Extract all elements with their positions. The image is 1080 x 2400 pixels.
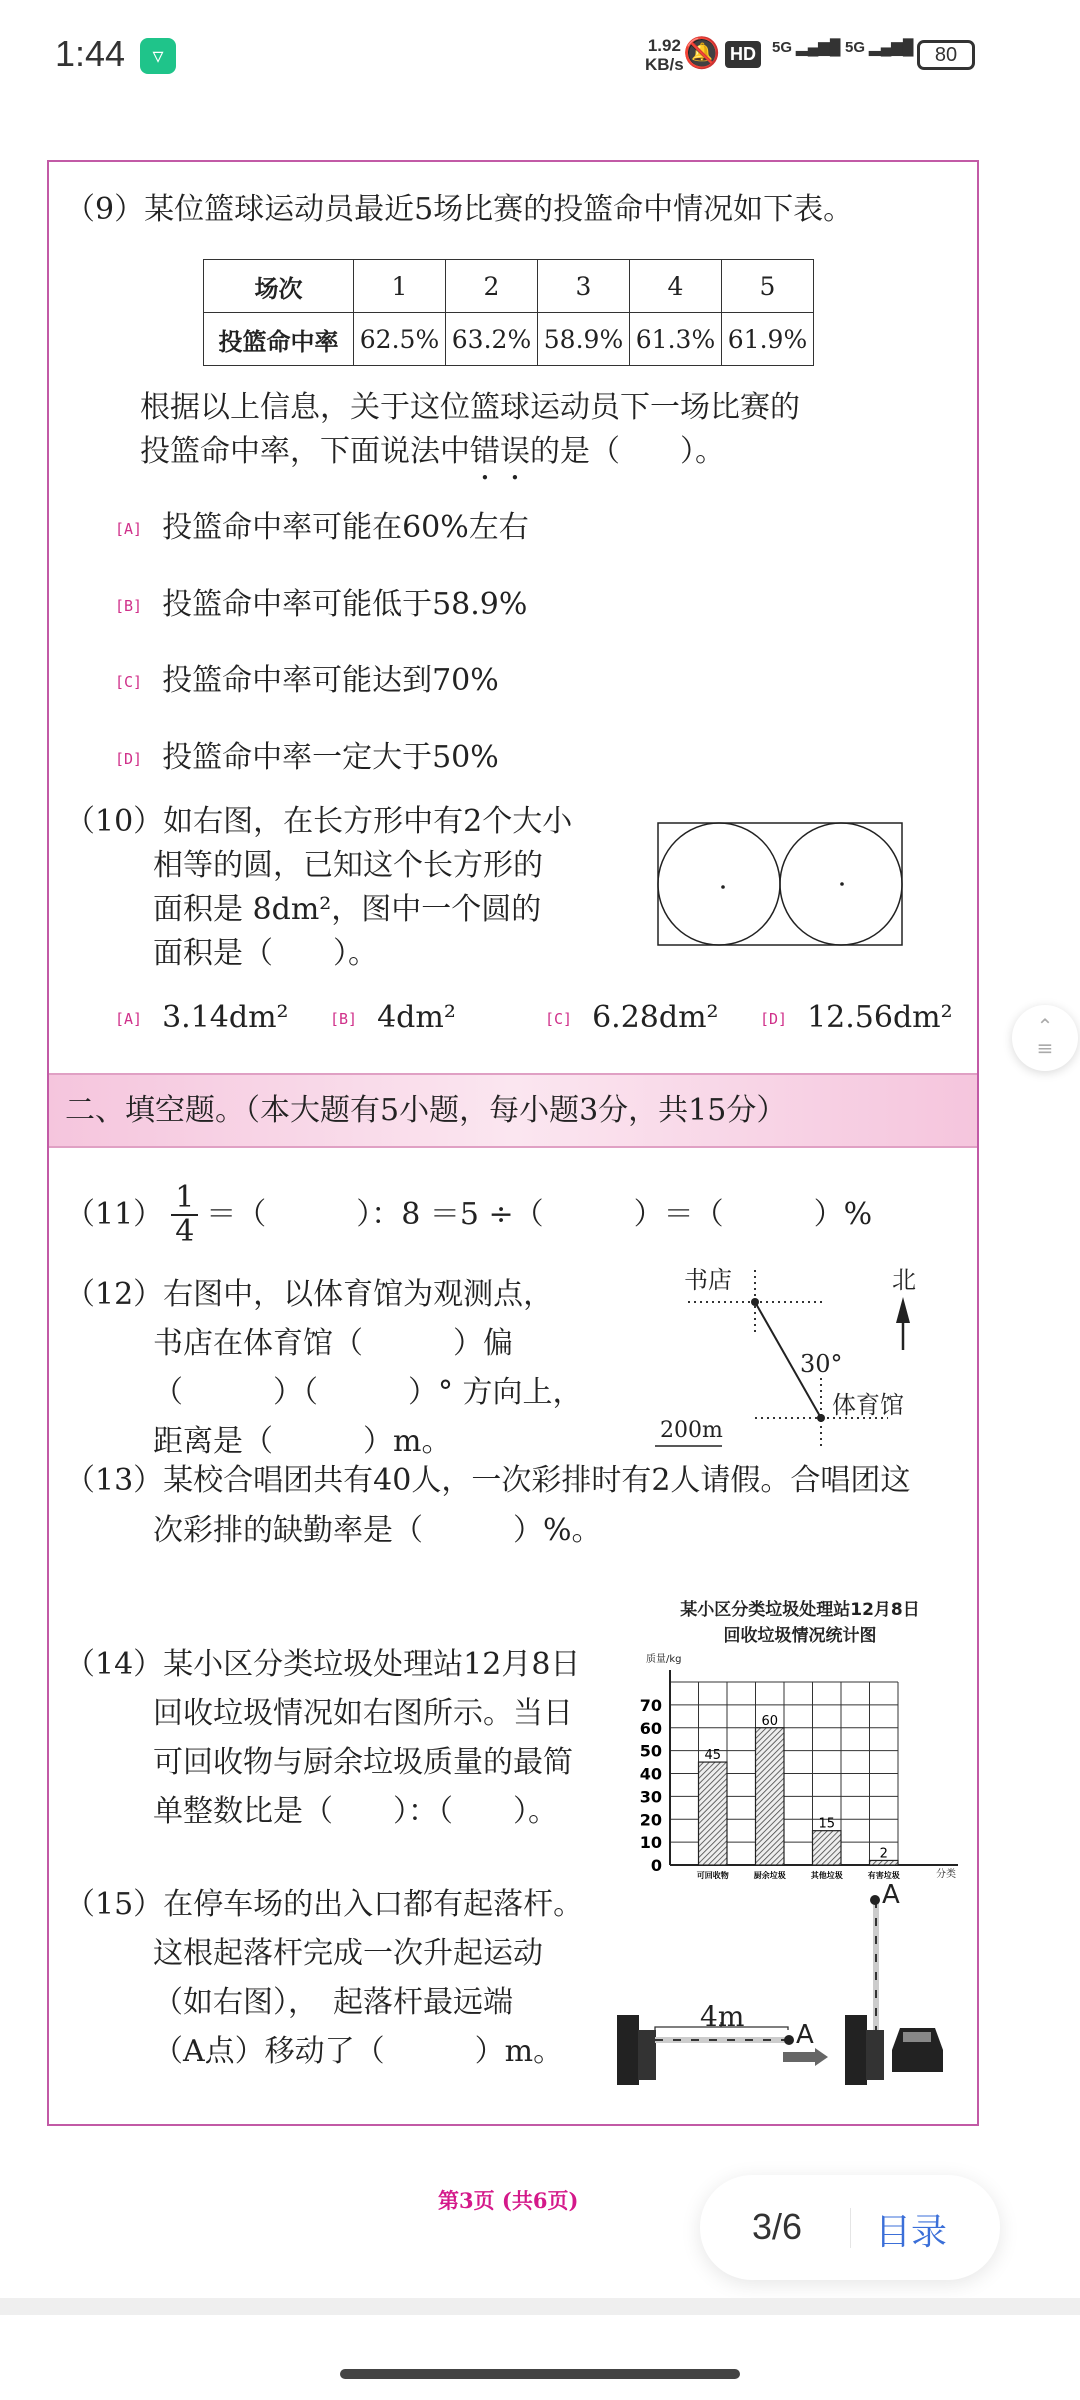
status-bar [0,0,1080,110]
bar [813,1831,842,1865]
page-indicator[interactable]: 3/6 [752,2206,803,2247]
option-label: [D] [115,750,143,768]
y-tick-label: 40 [639,1764,662,1784]
table-header: 场次 [204,260,354,313]
table-cell: 63.2% [446,313,538,366]
category-label: 厨余垃圾 [753,1871,786,1880]
line: （10）如右图，在长方形中有2个大小 [65,804,573,839]
equation: ＝（ ）：8 ＝5 ÷（ ）＝（ ）% [206,1197,873,1232]
point-a-label: A [796,2020,814,2050]
chart-subtitle: 回收垃圾情况统计图 [723,1626,877,1646]
option-label: [B] [330,1010,358,1028]
y-tick-label: 70 [639,1695,662,1715]
y-axis-label: 质量/kg [646,1654,682,1665]
chart-plot [620,1585,980,1880]
net-speed-unit: KB/s [645,55,684,74]
bar [699,1762,728,1865]
home-indicator[interactable] [340,2369,740,2379]
option-text: 3.14dm² [162,1000,289,1035]
q14-stem [65,1640,580,1836]
battery-icon [917,40,975,70]
q13-stem [65,1456,910,1556]
y-tick-label: 20 [639,1810,662,1830]
y-tick-label: 10 [639,1833,662,1853]
y-tick-label: 60 [639,1718,662,1738]
q10-stem [65,800,572,976]
q10-option-a[interactable] [115,1000,289,1035]
bookstore-label: 书店 [684,1266,732,1294]
option-label: [B] [115,597,143,615]
option-text: 投篮命中率可能在60%左右 [162,510,529,545]
option-label: [A] [115,1010,143,1028]
signal-2-icon: 5G ▂▄▆█ [845,39,914,56]
option-text: 4dm² [377,1000,456,1035]
line: 这根起落杆完成一次升起运动 [153,1936,543,1971]
table-cell: 5 [722,260,814,313]
bar [756,1728,785,1865]
line: （13）某校合唱团共有40人，一次彩排时有2人请假。合唱团这 [65,1463,911,1498]
category-label: 可回收物 [696,1871,729,1880]
table-row [204,313,814,366]
sig2-label: 5G [845,39,866,56]
option-text: 投篮命中率一定大于50% [162,740,499,775]
numerator: 1 [171,1182,198,1216]
page-navigator [700,2175,1000,2280]
net-speed-value: 1.92 [647,36,681,55]
option-text: 投篮命中率可能低于58.9% [162,587,528,622]
angle-label: 30° [800,1350,843,1378]
denominator: 4 [175,1214,195,1249]
q9-option-a[interactable] [115,502,529,546]
table-cell: 2 [446,260,538,313]
option-label: [C] [115,673,143,691]
table-cell: 61.3% [630,313,722,366]
drag-handle-icon: ⌃ ≡ [1036,1014,1054,1060]
barrier-figure [600,1880,980,2120]
text: 的是（ ）。 [530,434,725,469]
gym-label: 体育馆 [832,1391,904,1419]
category-label: 其他垃圾 [810,1871,843,1880]
page-separator [0,2298,1080,2315]
chart-title: 某小区分类垃圾处理站12月8日 [680,1600,920,1620]
option-label: [A] [115,520,143,538]
table-cell: 3 [538,260,630,313]
scroll-handle[interactable] [1012,1005,1078,1071]
q9-option-b[interactable] [115,579,527,623]
table-cell: 1 [354,260,446,313]
signal-1-icon: 5G ▂▄▆█ [772,39,841,56]
page-footer: 第3页 (共6页) [438,2188,579,2213]
line: 次彩排的缺勤率是（ ）%。 [153,1513,602,1548]
line: （ ）（ ）° 方向上， [153,1375,583,1410]
bar-value-label: 60 [761,1713,779,1729]
y-tick-label: 0 [650,1856,662,1875]
line: （15）在停车场的出入口都有起落杆。 [65,1887,584,1922]
q11 [65,1182,872,1248]
bar-value-label: 15 [818,1816,836,1832]
table-row [204,260,814,313]
q9-option-d[interactable] [115,732,499,776]
line: 相等的圆，已知这个长方形的 [153,848,543,883]
line: 面积是 8dm²，图中一个圆的 [153,892,542,927]
bar-value-label: 45 [704,1748,722,1764]
line: （如右图）， 起落杆最远端 [153,1985,513,2020]
line: 距离是（ ）m。 [153,1424,452,1459]
fraction [171,1182,198,1248]
q10-option-b[interactable] [330,1000,456,1035]
table-cell: 4 [630,260,722,313]
q9-table [203,259,814,366]
table-cell: 62.5% [354,313,446,366]
option-label: [D] [760,1010,788,1028]
line: 面积是（ ）。 [153,936,378,971]
toc-button[interactable]: 目录 [875,2211,948,2252]
table-cell: 58.9% [538,313,630,366]
y-tick-label: 30 [639,1787,662,1807]
q9-stem: （9）某位篮球运动员最近5场比赛的投篮命中情况如下表。 [65,192,854,227]
mi-home-icon: ▿ [140,38,176,74]
option-label: [C] [545,1010,573,1028]
emphasis-wrong: 错误 [470,434,530,469]
line: 书店在体育馆（ ）偏 [153,1326,513,1361]
q15-stem [65,1880,583,2076]
line: 单整数比是（ ）：（ ）。 [153,1794,558,1829]
q9-para-2 [140,430,725,487]
table-header: 投篮命中率 [204,313,354,366]
two-circles-figure [655,820,905,948]
direction-diagram [640,1250,980,1450]
hd-icon: HD [725,41,761,68]
option-text: 投篮命中率可能达到70% [162,663,499,698]
q9-para-1: 根据以上信息，关于这位篮球运动员下一场比赛的 [140,390,800,425]
line: 可回收物与厨余垃圾质量的最简 [153,1745,573,1780]
line: （12）右图中，以体育馆为观测点， [65,1277,554,1312]
q10-option-c[interactable] [545,1000,719,1035]
length-label: 4m [700,2000,745,2033]
q9-option-c[interactable] [115,655,499,699]
north-label: 北 [892,1266,916,1294]
clock: 1:44 [55,33,126,74]
mute-bell-icon: 🔕 [683,37,721,70]
line: （14）某小区分类垃圾处理站12月8日 [65,1647,581,1682]
section-header: 二、填空题。（本大题有5小题，每小题3分，共15分） [49,1073,977,1148]
option-text: 6.28dm² [592,1000,719,1035]
table-cell: 61.9% [722,313,814,366]
scale-label: 200m [660,1418,723,1443]
point-a-raised-label: A [882,1880,900,1910]
bar-value-label: 2 [879,1846,888,1862]
text: 投篮命中率，下面说法中 [140,434,470,469]
x-axis-label: 分类 [936,1869,956,1880]
divider [850,2208,851,2248]
line: 回收垃圾情况如右图所示。当日 [153,1696,573,1731]
battery-level: 80 [934,44,958,66]
line: （A点）移动了（ ）m。 [153,2034,564,2069]
garbage-chart [620,1585,980,1880]
option-text: 12.56dm² [807,1000,953,1035]
category-label: 有害垃圾 [867,1871,900,1880]
net-speed [645,36,684,74]
y-tick-label: 50 [639,1741,662,1761]
q10-option-d[interactable] [760,1000,953,1035]
q12-stem [65,1270,583,1466]
sig1-label: 5G [772,39,793,56]
q-number: （11） [65,1197,164,1232]
